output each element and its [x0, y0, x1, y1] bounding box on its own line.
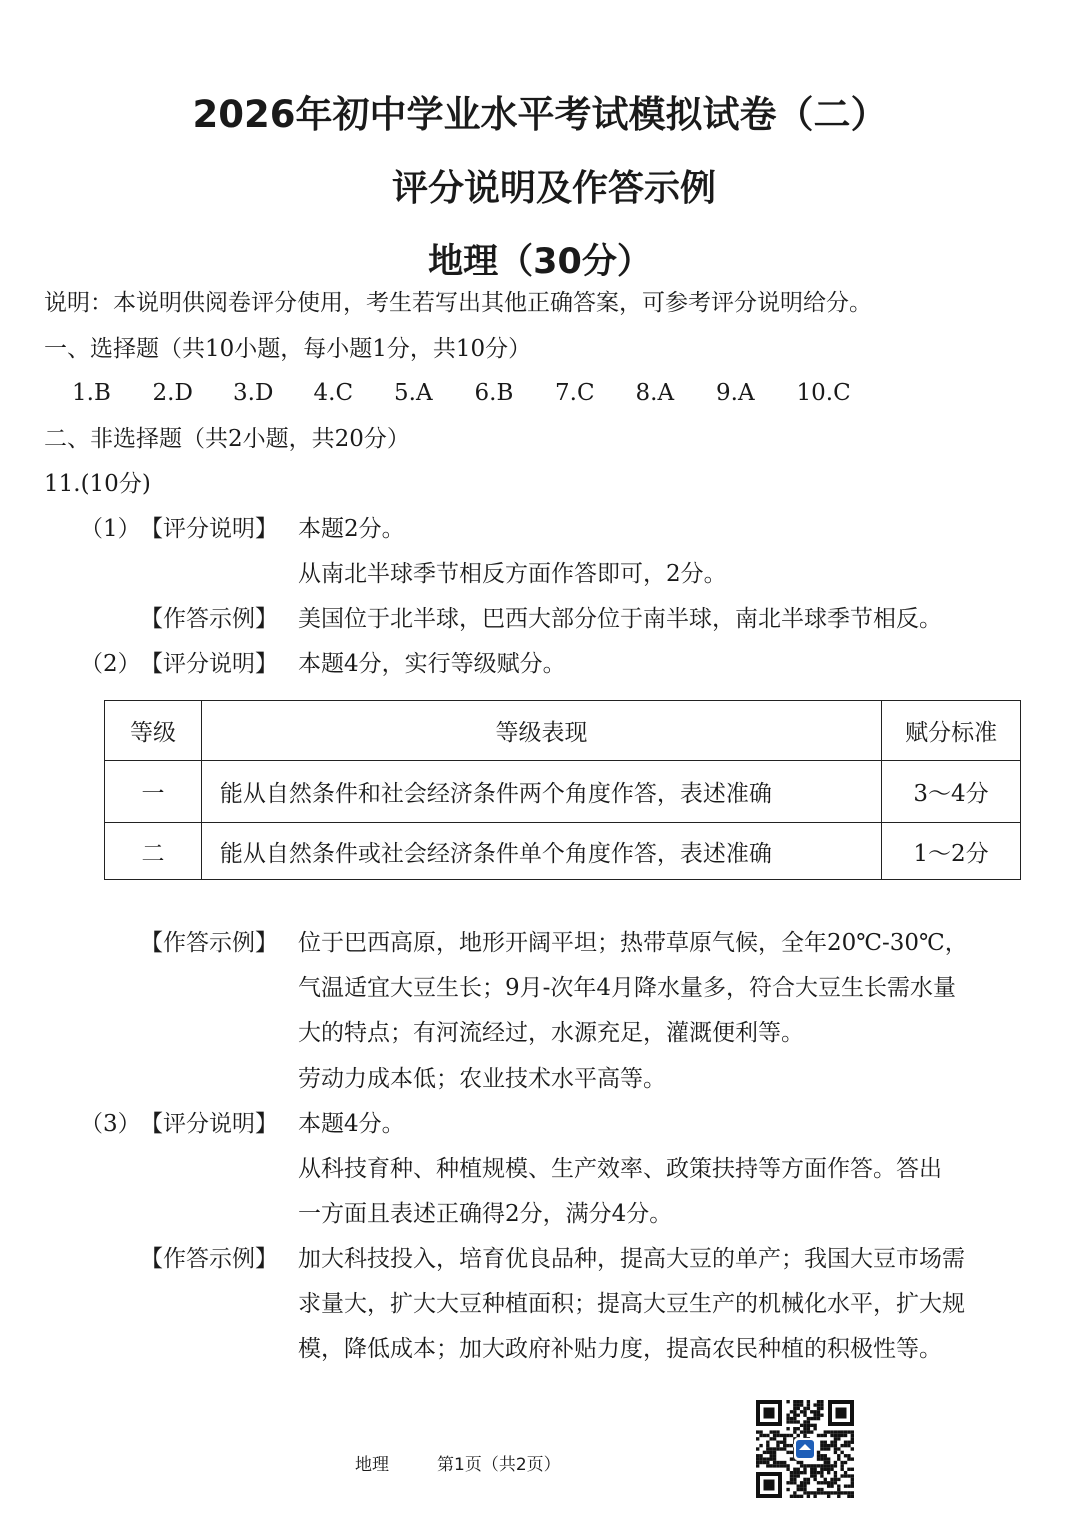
- grading-table: [104, 700, 1021, 880]
- answer-item: 2.D: [152, 380, 193, 406]
- footer-page-number: 第1页（共2页）: [437, 1455, 561, 1475]
- q11-p2-score-line: 本题4分，实行等级赋分。: [298, 651, 566, 677]
- q11-p3-score-line: 本题4分。: [298, 1111, 405, 1137]
- q11-p1-score-line: 从南北半球季节相反方面作答即可，2分。: [298, 561, 727, 587]
- q11-p3-answer-line: 求量大，扩大大豆种植面积；提高大豆生产的机械化水平，扩大规: [298, 1291, 965, 1317]
- q11-p2-answer-line: 劳动力成本低；农业技术水平高等。: [298, 1066, 666, 1092]
- grade-description-cell: 能从自然条件和社会经济条件两个角度作答，表述准确: [201, 761, 881, 823]
- section1-heading: 一、选择题（共10小题，每小题1分，共10分）: [44, 336, 532, 362]
- answer-item: 1.B: [72, 380, 111, 406]
- q11-p3-answer-line: 模，降低成本；加大政府补贴力度，提高农民种植的积极性等。: [298, 1336, 942, 1362]
- table-header-cell: 等级表现: [201, 701, 881, 761]
- q11-p2-score-tag: 【评分说明】: [140, 651, 278, 677]
- answer-item: 3.D: [233, 380, 274, 406]
- answer-item: 10.C: [796, 380, 851, 406]
- qr-code-icon: [754, 1398, 856, 1500]
- table-header-row: [105, 701, 1021, 761]
- q11-p3-answer-tag: 【作答示例】: [140, 1246, 278, 1272]
- answer-item: 5.A: [394, 380, 433, 406]
- answer-item: 9.A: [716, 380, 755, 406]
- footer-subject: 地理: [355, 1455, 389, 1475]
- q11-label: 11.(10分): [44, 471, 151, 497]
- q11-p3-answer-line: 加大科技投入，培育优良品种，提高大豆的单产；我国大豆市场需: [298, 1246, 965, 1272]
- q11-p1-score-tag: 【评分说明】: [140, 516, 278, 542]
- q11-p1-score-line: 本题2分。: [298, 516, 405, 542]
- q11-p3-score-line: 一方面且表述正确得2分，满分4分。: [298, 1201, 673, 1227]
- section2-heading: 二、非选择题（共2小题，共20分）: [44, 426, 410, 452]
- table-header-cell: 赋分标准: [882, 701, 1021, 761]
- answer-item: 6.B: [474, 380, 514, 406]
- q11-p2-answer-line: 气温适宜大豆生长；9月-次年4月降水量多，符合大豆生长需水量: [298, 975, 957, 1001]
- answer-key: [72, 380, 877, 406]
- page-subtitle: 评分说明及作答示例: [391, 168, 716, 209]
- q11-p2-answer-line: 位于巴西高原，地形开阔平坦；热带草原气候，全年20℃-30℃，: [298, 930, 968, 956]
- q11-p2-number: （2）: [80, 651, 141, 677]
- q11-p2-answer-tag: 【作答示例】: [140, 930, 278, 956]
- grade-level-cell: 一: [105, 761, 202, 823]
- q11-p1-answer-tag: 【作答示例】: [140, 606, 278, 632]
- grade-description-cell: 能从自然条件或社会经济条件单个角度作答，表述准确: [201, 823, 881, 880]
- q11-p1-answer-line: 美国位于北半球，巴西大部分位于南半球，南北半球季节相反。: [298, 606, 942, 632]
- table-row: [105, 761, 1021, 823]
- subject-title: 地理（30分）: [428, 242, 652, 282]
- q11-p3-score-line: 从科技育种、种植规模、生产效率、政策扶持等方面作答。答出: [298, 1156, 942, 1182]
- q11-p3-score-tag: 【评分说明】: [140, 1111, 278, 1137]
- grade-score-cell: 3～4分: [882, 761, 1021, 823]
- grade-score-cell: 1～2分: [882, 823, 1021, 880]
- q11-p2-answer-line: 大的特点；有河流经过，水源充足，灌溉便利等。: [298, 1020, 804, 1046]
- grade-level-cell: 二: [105, 823, 202, 880]
- table-header-cell: 等级: [105, 701, 202, 761]
- answer-item: 7.C: [555, 380, 595, 406]
- q11-p3-number: （3）: [80, 1111, 141, 1137]
- instruction-note: 说明：本说明供阅卷评分使用，考生若写出其他正确答案，可参考评分说明给分。: [44, 290, 872, 316]
- table-row: [105, 823, 1021, 880]
- answer-item: 8.A: [635, 380, 675, 406]
- answer-item: 4.C: [313, 380, 354, 406]
- page-title: 2026年初中学业水平考试模拟试卷（二）: [192, 93, 888, 136]
- q11-p1-number: （1）: [80, 516, 141, 542]
